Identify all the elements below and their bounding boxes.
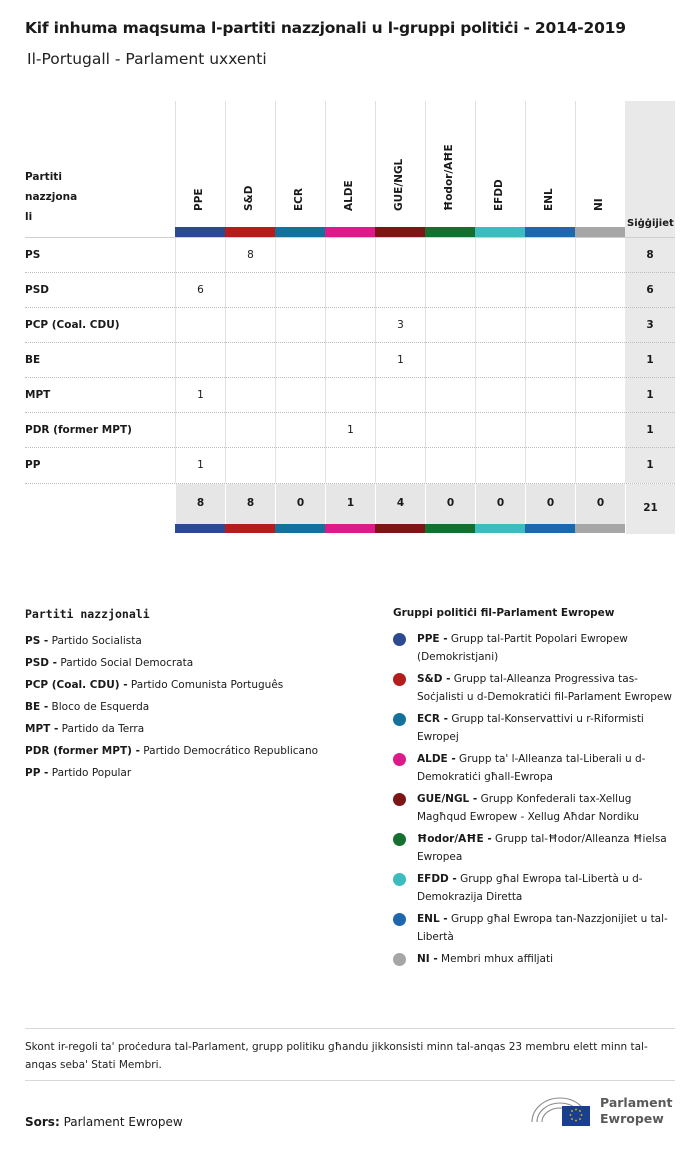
national-party-entry: PDR (former MPT) - Partido Democrático Republicano bbox=[25, 745, 319, 757]
party-name: BE bbox=[25, 354, 41, 366]
political-group-entry: GUE/NGL - Grupp Konfederali tax-Xellug Magħqud Ewropew - Xellug Aħdar Nordiku bbox=[393, 790, 683, 826]
party-name: PP bbox=[25, 459, 41, 471]
seat-count-cell bbox=[425, 378, 475, 413]
group-color-bar bbox=[575, 227, 625, 237]
group-total-cell: 8 bbox=[225, 484, 275, 524]
group-color-bar bbox=[325, 523, 375, 533]
seat-count-cell: 6 bbox=[175, 273, 225, 308]
seat-count-cell bbox=[575, 378, 625, 413]
seat-count-cell bbox=[575, 238, 625, 273]
row-total-cell: 1 bbox=[625, 378, 675, 413]
group-color-bar bbox=[175, 227, 225, 237]
seat-count-cell bbox=[375, 448, 425, 483]
seat-count-cell bbox=[425, 343, 475, 378]
party-name: PSD bbox=[25, 284, 49, 296]
seat-count-cell bbox=[475, 413, 525, 448]
seat-count-cell bbox=[575, 448, 625, 483]
seat-count-cell bbox=[525, 308, 575, 343]
seat-count-cell bbox=[325, 308, 375, 343]
seat-count-cell bbox=[225, 378, 275, 413]
party-name: PS bbox=[25, 249, 41, 261]
seat-count-cell: 1 bbox=[175, 448, 225, 483]
row-total-cell: 1 bbox=[625, 448, 675, 483]
group-color-bar bbox=[475, 523, 525, 533]
row-total-cell: 1 bbox=[625, 343, 675, 378]
seat-count-cell bbox=[525, 413, 575, 448]
ep-logo bbox=[528, 1090, 678, 1132]
group-color-bar bbox=[275, 523, 325, 533]
seat-count-cell bbox=[525, 273, 575, 308]
national-party-entry: BE - Bloco de Esquerda bbox=[25, 701, 150, 713]
divider bbox=[25, 1028, 675, 1029]
seat-count-cell bbox=[375, 378, 425, 413]
party-name: PDR (former MPT) bbox=[25, 424, 132, 436]
group-color-bar bbox=[425, 227, 475, 237]
national-party-entry: PSD - Partido Social Democrata bbox=[25, 657, 194, 669]
group-total-cell: 0 bbox=[575, 484, 625, 524]
political-group-entry: ENL - Grupp għal Ewropa tan-Nazzjonijiet u tal-Libertà bbox=[393, 910, 683, 946]
divider bbox=[25, 1080, 675, 1081]
group-column-header bbox=[225, 101, 275, 237]
seat-count-cell bbox=[425, 413, 475, 448]
total-column-header bbox=[625, 101, 675, 237]
group-column-label: PPE bbox=[193, 188, 205, 211]
national-legend-title: Partiti nazzjonali bbox=[25, 607, 150, 621]
seat-count-cell bbox=[425, 308, 475, 343]
seat-count-cell bbox=[325, 238, 375, 273]
political-group-entry: EFDD - Grupp għal Ewropa tal-Libertà u d-Demokrazija Diretta bbox=[393, 870, 683, 906]
seat-count-cell bbox=[325, 273, 375, 308]
group-color-dot bbox=[393, 793, 406, 806]
group-total-cell: 0 bbox=[275, 484, 325, 524]
row-total-cell: 3 bbox=[625, 308, 675, 343]
totals-row bbox=[25, 483, 675, 523]
seat-count-cell bbox=[275, 413, 325, 448]
source-label: Sors: bbox=[25, 1115, 60, 1129]
seat-count-cell bbox=[575, 413, 625, 448]
group-column-header bbox=[525, 101, 575, 237]
group-column-label: NI bbox=[593, 198, 605, 211]
seat-count-cell: 1 bbox=[325, 413, 375, 448]
row-total-cell: 8 bbox=[625, 238, 675, 273]
group-color-bar bbox=[525, 227, 575, 237]
group-column-label: ENL bbox=[543, 188, 555, 211]
seat-count-cell: 1 bbox=[375, 343, 425, 378]
seat-count-cell bbox=[225, 413, 275, 448]
group-column-label: GUE/NGL bbox=[393, 158, 405, 211]
political-group-entry: PPE - Grupp tal-Partit Popolari Ewropew (Demokristjani) bbox=[393, 630, 683, 666]
seat-count-cell bbox=[475, 343, 525, 378]
grand-total-cell: 21 bbox=[625, 484, 675, 534]
group-color-bar bbox=[325, 227, 375, 237]
seat-count-cell bbox=[325, 343, 375, 378]
group-color-bar bbox=[275, 227, 325, 237]
national-party-entry: PP - Partido Popular bbox=[25, 767, 132, 779]
logo-text: Parlament Ewropew bbox=[600, 1095, 673, 1126]
seat-distribution-table bbox=[25, 101, 675, 533]
seat-count-cell bbox=[525, 378, 575, 413]
seat-count-cell bbox=[575, 308, 625, 343]
group-color-dot bbox=[393, 633, 406, 646]
table-row bbox=[25, 237, 675, 272]
group-color-bar bbox=[375, 227, 425, 237]
row-header-label: Partiti nazzjona li bbox=[25, 171, 78, 223]
group-color-bar bbox=[425, 523, 475, 533]
group-total-cell: 1 bbox=[325, 484, 375, 524]
seat-count-cell: 3 bbox=[375, 308, 425, 343]
group-column-header bbox=[175, 101, 225, 237]
group-color-dot bbox=[393, 713, 406, 726]
seat-count-cell: 1 bbox=[175, 378, 225, 413]
hemicycle-icon bbox=[528, 1090, 592, 1128]
group-column-header bbox=[375, 101, 425, 237]
page-subtitle: Il-Portugall - Parlament uxxenti bbox=[27, 50, 267, 68]
group-total-cell: 0 bbox=[525, 484, 575, 524]
group-color-dot bbox=[393, 753, 406, 766]
group-color-bar bbox=[175, 523, 225, 533]
group-column-header bbox=[475, 101, 525, 237]
table-row bbox=[25, 272, 675, 307]
national-party-entry: PCP (Coal. CDU) - Partido Comunista Português bbox=[25, 679, 284, 691]
political-group-entry: ECR - Grupp tal-Konservattivi u r-Riformisti Ewropej bbox=[393, 710, 683, 746]
group-total-cell: 4 bbox=[375, 484, 425, 524]
group-color-bar bbox=[225, 523, 275, 533]
group-color-dot bbox=[393, 953, 406, 966]
seat-count-cell bbox=[525, 238, 575, 273]
national-party-entry: PS - Partido Socialista bbox=[25, 635, 142, 647]
seat-count-cell bbox=[475, 378, 525, 413]
table-row bbox=[25, 342, 675, 377]
seat-count-cell bbox=[175, 238, 225, 273]
seat-count-cell bbox=[525, 448, 575, 483]
seat-count-cell bbox=[475, 448, 525, 483]
seat-count-cell bbox=[225, 273, 275, 308]
seat-count-cell bbox=[275, 308, 325, 343]
seat-count-cell bbox=[375, 413, 425, 448]
seat-count-cell bbox=[475, 238, 525, 273]
party-name: PCP (Coal. CDU) bbox=[25, 319, 120, 331]
seat-count-cell bbox=[175, 308, 225, 343]
seat-count-cell bbox=[175, 413, 225, 448]
seat-count-cell bbox=[325, 378, 375, 413]
political-group-entry: S&D - Grupp tal-Alleanza Progressiva tas-Soċjalisti u d-Demokratiċi fil-Parlament Ewropew bbox=[393, 670, 683, 706]
group-color-bar bbox=[475, 227, 525, 237]
group-column-header bbox=[275, 101, 325, 237]
seat-count-cell bbox=[275, 343, 325, 378]
group-total-cell: 0 bbox=[425, 484, 475, 524]
group-column-header bbox=[325, 101, 375, 237]
source-value: Parlament Ewropew bbox=[59, 1115, 183, 1129]
group-column-header bbox=[425, 101, 475, 237]
national-parties-legend bbox=[25, 630, 365, 784]
source-line bbox=[25, 1115, 183, 1129]
political-group-entry: NI - Membri mhux affiljati bbox=[393, 950, 683, 968]
group-total-cell: 8 bbox=[175, 484, 225, 524]
group-column-label: ECR bbox=[293, 188, 305, 211]
group-color-bar bbox=[375, 523, 425, 533]
page-title: Kif inhuma maqsuma l-partiti nazzjonali u l-gruppi politiċi - 2014-2019 bbox=[25, 19, 626, 37]
group-color-dot bbox=[393, 913, 406, 926]
national-party-entry: MPT - Partido da Terra bbox=[25, 723, 145, 735]
seat-count-cell: 8 bbox=[225, 238, 275, 273]
group-column-header bbox=[575, 101, 625, 237]
party-name: MPT bbox=[25, 389, 51, 401]
group-column-label: Ħodor/AĦE bbox=[443, 144, 455, 211]
seat-count-cell bbox=[575, 343, 625, 378]
seat-count-cell bbox=[375, 273, 425, 308]
seat-count-cell bbox=[275, 378, 325, 413]
group-column-label: S&D bbox=[243, 185, 255, 211]
row-total-cell: 1 bbox=[625, 413, 675, 448]
political-groups-legend bbox=[393, 630, 683, 972]
seat-count-cell bbox=[475, 273, 525, 308]
table-row bbox=[25, 377, 675, 412]
seat-count-cell bbox=[225, 448, 275, 483]
seat-count-cell bbox=[425, 273, 475, 308]
seat-count-cell bbox=[525, 343, 575, 378]
group-color-dot bbox=[393, 833, 406, 846]
seat-count-cell bbox=[425, 238, 475, 273]
group-color-bar bbox=[225, 227, 275, 237]
group-color-dot bbox=[393, 673, 406, 686]
table-row bbox=[25, 307, 675, 342]
footnote: Skont ir-regoli ta' proċedura tal-Parlament, grupp politiku għandu jikkonsisti minn tal-anqas 23 membru elett minn tal-anqas seba' Stati Membri. bbox=[25, 1041, 648, 1071]
group-column-label: EFDD bbox=[493, 179, 505, 211]
seat-count-cell bbox=[425, 448, 475, 483]
seat-count-cell bbox=[275, 448, 325, 483]
seat-count-cell bbox=[475, 308, 525, 343]
seat-count-cell bbox=[575, 273, 625, 308]
seat-count-cell bbox=[275, 238, 325, 273]
table-row bbox=[25, 447, 675, 482]
seat-count-cell bbox=[225, 343, 275, 378]
table-row bbox=[25, 412, 675, 447]
political-group-entry: ALDE - Grupp ta' l-Alleanza tal-Liberali u d-Demokratiċi għall-Ewropa bbox=[393, 750, 683, 786]
seat-count-cell bbox=[225, 308, 275, 343]
group-color-bar bbox=[575, 523, 625, 533]
seat-count-cell bbox=[325, 448, 375, 483]
total-header-label: Siġġijiet bbox=[627, 218, 674, 229]
group-column-label: ALDE bbox=[343, 180, 355, 211]
seat-count-cell bbox=[275, 273, 325, 308]
seat-count-cell bbox=[175, 343, 225, 378]
group-total-cell: 0 bbox=[475, 484, 525, 524]
political-group-entry: Ħodor/AĦE - Grupp tal-Ħodor/Alleanza Ħielsa Ewropea bbox=[393, 830, 683, 866]
group-legend-title: Gruppi politiċi fil-Parlament Ewropew bbox=[393, 607, 615, 619]
group-color-dot bbox=[393, 873, 406, 886]
seat-count-cell bbox=[375, 238, 425, 273]
group-color-bar bbox=[525, 523, 575, 533]
row-total-cell: 6 bbox=[625, 273, 675, 308]
